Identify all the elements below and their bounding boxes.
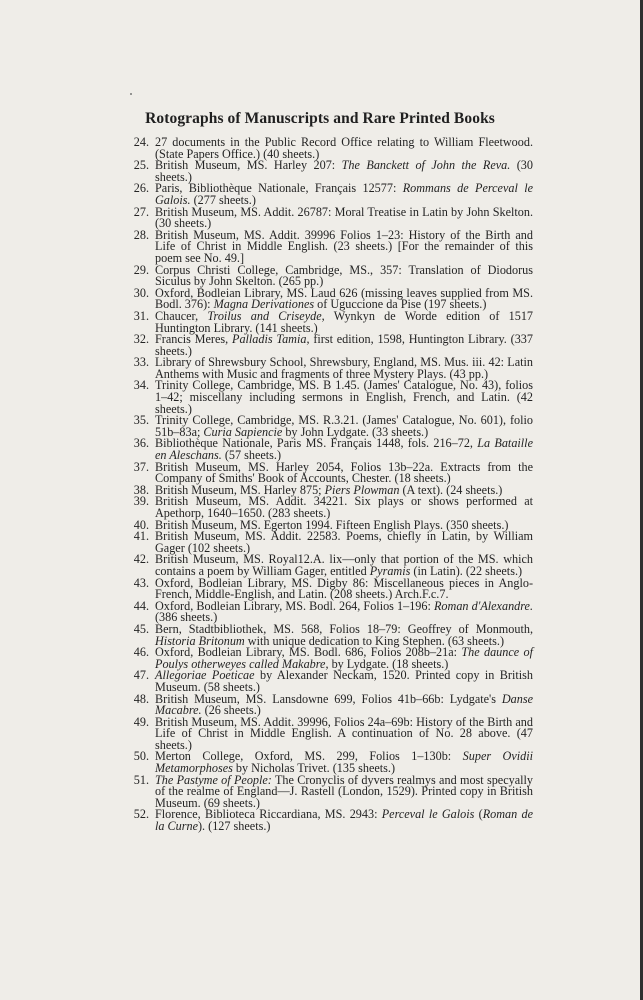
entry-text: British Museum, MS. Addit. 34221. Six plays or shows performed at Apethorp, 1640–1650. (283 sheets.) (155, 494, 533, 520)
entry-text: Oxford, Bodleian Library, MS. Bodl. 686, Folios 208b–21a: The daunce of Poulys otherweyes called Makabre, by Lydgate. (18 sheets.) (155, 645, 533, 671)
entry-text: British Museum, MS. Egerton 1994. Fifteen English Plays. (350 sheets.) (155, 517, 509, 532)
entry-text: Library of Shrewsbury School, Shrewsbury, England, MS. Mus. iii. 42: Latin Anthems with Music and fragments of three Mystery Plays. (43 pp.) (155, 355, 533, 381)
entry-text: Trinity College, Cambridge, MS. R.3.21. (James' Catalogue, No. 601), folio 51b–83a; Curia Sapiencie by John Lydgate. (33 sheets.) (155, 413, 533, 439)
list-item (120, 380, 533, 415)
entry-text: Allegoriae Poeticae by Alexander Neckam, 1520. Printed copy in British Museum. (58 sheets.) (155, 668, 533, 694)
entry-text: Corpus Christi College, Cambridge, MS., 357: Translation of Diodorus Siculus by John Skelton. (265 pp.) (155, 262, 533, 289)
page-title: Rotographs of Manuscripts and Rare Printed Books (145, 110, 495, 127)
entry-number: 50. (133, 749, 149, 764)
entry-text: Oxford, Bodleian Library, MS. Digby 86: Miscellaneous pieces in Anglo-French, Middle-English, and Latin. (208 sheets.) Arch.F.c.7. (155, 575, 533, 602)
entry-number: 31. (133, 308, 149, 323)
entry-text: Oxford, Bodleian Library, MS. Bodl. 264, Folios 1–196: Roman d'Alexandre. (386 sheets.) (155, 598, 533, 625)
entry-text: British Museum, MS. Addit. 39996, Folios 24a–69b: History of the Birth and Life of Christ in Middle English. A continuation of No. 28 above. (47 sheets.) (155, 714, 533, 752)
list-item (120, 496, 533, 519)
entry-number: 27. (133, 204, 149, 219)
entry-number: 47. (133, 668, 149, 683)
entry-text: Bern, Stadtbibliothek, MS. 568, Folios 18–79: Geoffrey of Monmouth, Historia Britonum with unique dedication to King Stephen. (63 sheets.) (155, 621, 533, 648)
list-item (120, 308, 534, 335)
entry-number: 49. (133, 714, 149, 729)
page-speck (130, 93, 132, 95)
entry-number: 34. (133, 378, 149, 393)
entry-number: 42. (133, 552, 149, 567)
list-item (120, 809, 533, 832)
list-item (120, 438, 533, 461)
entry-number: 45. (133, 621, 149, 636)
entry-text: 27 documents in the Public Record Office relating to William Fleetwood. (State Papers Office.) (40 sheets.) (155, 135, 533, 161)
entry-text: Trinity College, Cambridge, MS. B 1.45. (James' Catalogue, No. 43), folios 1–42; miscellany including sermons in English, French, and Latin. (42 sheets.) (155, 378, 533, 416)
entry-text: The Pastyme of People: The Cronyclis of dyvers realmys and most specyally of the realme of England—J. Rastell (London, 1529). Printed copy in British Museum. (69 sheets.) (155, 772, 533, 810)
entry-number: 29. (133, 262, 149, 277)
list-item (120, 183, 533, 206)
entry-number: 44. (133, 598, 149, 613)
list-item (120, 647, 533, 670)
entry-text: British Museum, MS. Addit. 26787: Moral Treatise in Latin by John Skelton. (30 sheets.) (155, 204, 533, 231)
entry-text: Oxford, Bodleian Library, MS. Laud 626 (missing leaves supplied from MS. Bodl. 376): Magna Derivationes of Uguccione da Pise (197 sheets.) (155, 285, 533, 312)
entry-text: British Museum, MS. Royal12.A. lix—only that portion of the MS. which contains a poem by William Gager, entitled Pyramis (in Latin). (22 sheets.) (155, 552, 533, 578)
list-item (120, 459, 533, 486)
entry-number: 38. (133, 482, 149, 497)
list-item (120, 137, 533, 160)
entry-number: 37. (133, 459, 149, 474)
entry-number: 30. (133, 285, 149, 300)
entry-number: 33. (133, 355, 149, 370)
entry-text: Bibliothèque Nationale, Paris MS. Français 1448, fols. 216–72, La Bataille en Aleschans. (57 sheets.) (155, 436, 533, 463)
entry-number: 46. (133, 645, 149, 660)
entry-number: 24. (133, 135, 149, 149)
entry-number: 40. (133, 517, 149, 532)
list-item (120, 751, 533, 774)
list-item (120, 160, 533, 183)
entry-text: British Museum, MS. Harley 2054, Folios 13b–22a. Extracts from the Company of Smiths' Book of Accounts, Chester. (18 sheets.) (155, 459, 533, 486)
list-item (120, 204, 533, 231)
entry-text: Florence, Biblioteca Riccardiana, MS. 2943: Perceval le Galois (Roman de la Curne). (127 sheets.) (155, 807, 534, 834)
entry-text: British Museum, MS. Harley 207: The Banckett of John the Reva. (30 sheets.) (155, 158, 533, 184)
list-item (120, 554, 533, 577)
list-item (120, 714, 533, 752)
entry-text: British Museum, MS. Harley 875; Piers Plowman (A text). (24 sheets.) (155, 482, 503, 497)
list-item (120, 575, 533, 602)
list-item (120, 227, 533, 265)
list-item (120, 357, 533, 380)
list-item (120, 415, 533, 438)
entry-text: British Museum, MS. Addit. 22583. Poems, chiefly in Latin, by William Gager (102 sheets.) (155, 529, 533, 555)
entry-number: 25. (133, 158, 149, 173)
entry-number: 26. (133, 181, 149, 196)
entry-number: 43. (133, 575, 149, 590)
entry-number: 32. (133, 332, 149, 347)
list-item (120, 621, 533, 648)
list-item (120, 772, 533, 810)
entry-text: Merton College, Oxford, MS. 299, Folios 1–130b: Super Ovidii Metamorphoses by Nicholas Trivet. (135 sheets.) (155, 749, 534, 776)
list-item (120, 670, 533, 693)
entry-list (120, 137, 533, 833)
list-item (120, 531, 533, 554)
entry-number: 52. (133, 807, 149, 822)
list-item (120, 262, 533, 289)
entry-text: Chaucer, Troilus and Criseyde, Wynkyn de Worde edition of 1517 Huntington Library. (141 sheets.) (155, 308, 534, 335)
list-item (120, 691, 533, 718)
entry-number: 39. (133, 494, 149, 509)
entry-number: 41. (133, 529, 149, 544)
list-item (120, 285, 533, 312)
entry-number: 48. (133, 691, 149, 706)
entry-text: British Museum, MS. Lansdowne 699, Folios 41b–66b: Lydgate's Danse Macabre. (26 sheets.) (155, 691, 533, 718)
entry-text: Francis Meres, Palladis Tamia, first edition, 1598, Huntington Library. (337 sheets.) (155, 332, 533, 358)
entry-number: 35. (133, 413, 149, 428)
entry-number: 51. (133, 772, 149, 787)
list-item (120, 598, 533, 625)
entry-text: British Museum, MS. Addit. 39996 Folios 1–23: History of the Birth and Life of Christ in Middle English. (23 sheets.) [For the remainder of this poem see No. 49.] (155, 227, 533, 265)
entry-number: 28. (133, 227, 149, 242)
list-item (120, 334, 533, 357)
entry-text: Paris, Bibliothèque Nationale, Français 12577: Rommans de Perceval le Galois. (277 sheets.) (155, 181, 533, 207)
entry-number: 36. (133, 436, 149, 451)
